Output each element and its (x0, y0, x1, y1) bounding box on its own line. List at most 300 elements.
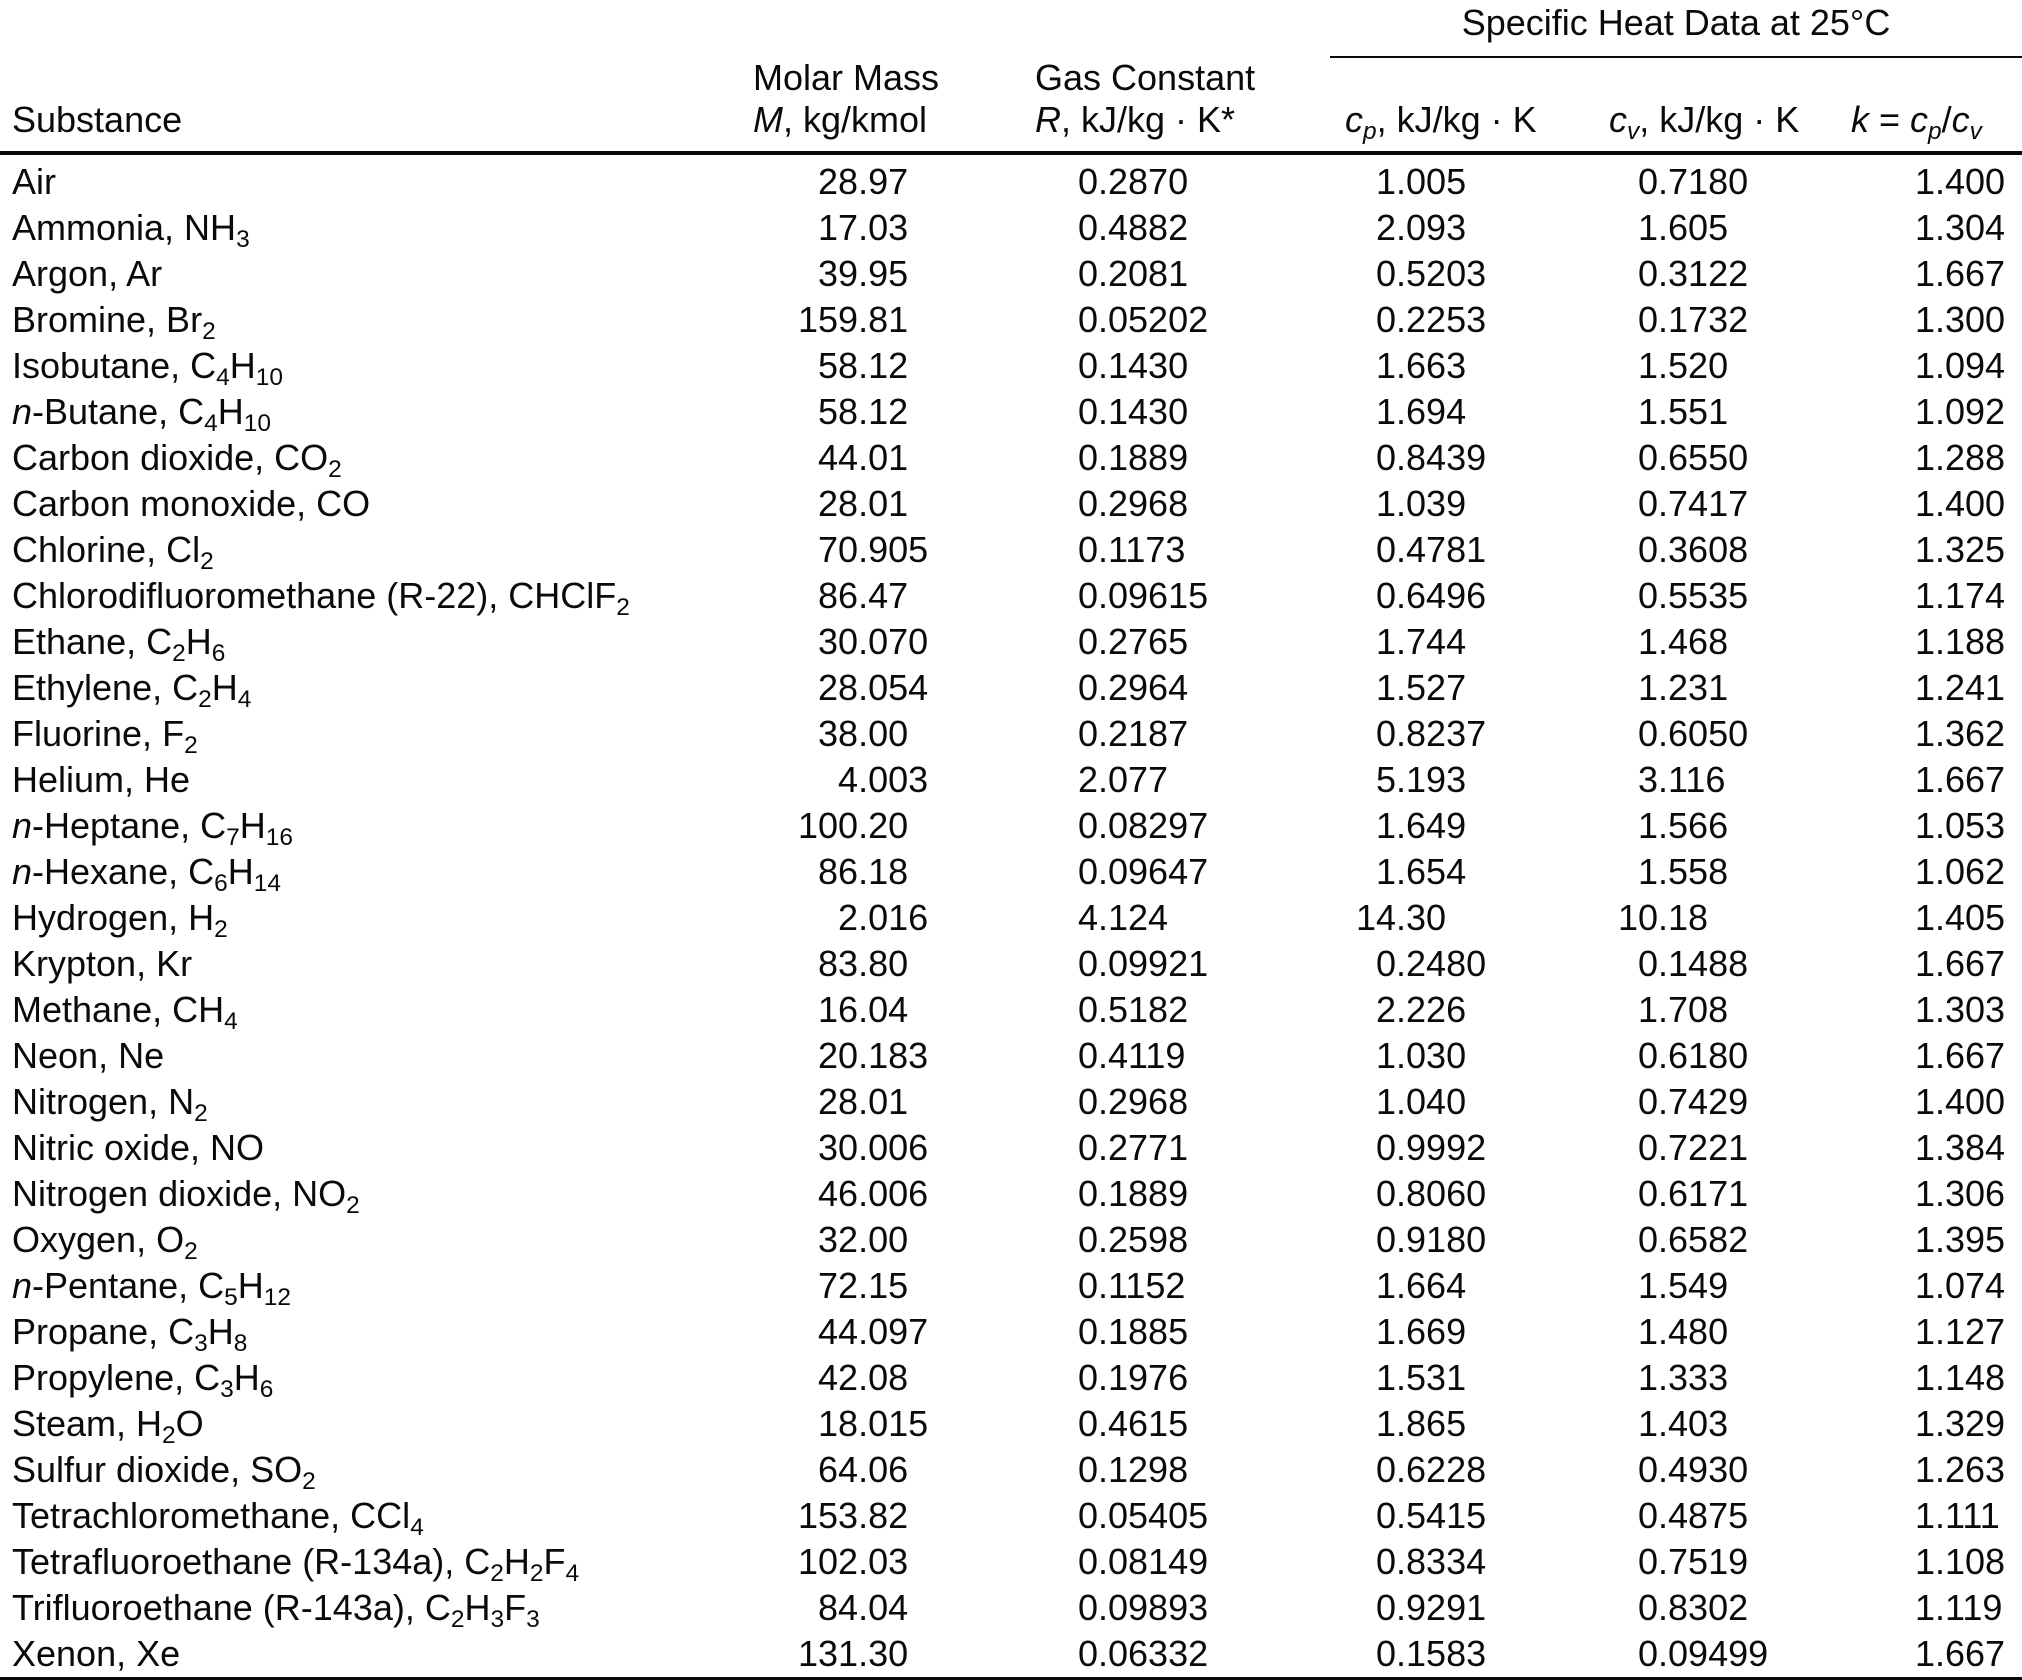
cp-value: 1 .694 (1376, 391, 1467, 432)
substance-cell: Ethylene, $C_2H_4$ (12, 667, 252, 713)
table-row (0, 1033, 2022, 1079)
cp-value: 2 .093 (1376, 207, 1467, 248)
gas-constant-cell (1020, 941, 1330, 987)
k-cell (1835, 1401, 2022, 1447)
cv-cell (1595, 1217, 1835, 1263)
substance-cell: Xenon, Xe (12, 1633, 181, 1674)
table-row (0, 1585, 2022, 1631)
cv-value: 0 .4875 (1638, 1495, 1749, 1536)
substance-cell: Isobutane, $C_4H_{10}$ (12, 345, 283, 391)
molar-mass-value: 100 .20 (798, 805, 909, 846)
gas-constant-value: 0 .2081 (1078, 253, 1189, 294)
cv-value: 0 .7429 (1638, 1081, 1749, 1122)
table-row (0, 895, 2022, 941)
table-row (0, 987, 2022, 1033)
cv-value: 0 .3608 (1638, 529, 1749, 570)
substance-cell: Tetrachloromethane, CCl$_4$ (12, 1495, 424, 1541)
cv-cell (1595, 1585, 1835, 1631)
gas-constant-cell (1020, 1217, 1330, 1263)
cp-cell (1330, 573, 1595, 619)
k-value: 1 .062 (1915, 851, 2006, 892)
table-row (0, 573, 2022, 619)
table-row (0, 205, 2022, 251)
cp-cell (1330, 1079, 1595, 1125)
molar-mass-header-line2: M, kg/kmol (753, 99, 928, 140)
gas-constant-cell (1020, 987, 1330, 1033)
table-row (0, 343, 2022, 389)
cp-cell (1330, 1171, 1595, 1217)
cv-cell (1595, 1539, 1835, 1585)
molar-mass-value: 159 .81 (798, 299, 909, 340)
k-cell (1835, 389, 2022, 435)
cv-cell (1595, 573, 1835, 619)
molar-mass-header-line1: Molar Mass (753, 57, 940, 98)
group-header-spacer (0, 0, 1330, 57)
molar-mass-cell (730, 665, 1020, 711)
cp-cell (1330, 527, 1595, 573)
molar-mass-cell (730, 1493, 1020, 1539)
substance-cell: Tetrafluoroethane (R-134a), $C_2H_2F_4$ (12, 1541, 580, 1587)
cv-value: 1 .480 (1638, 1311, 1729, 1352)
substance-cell: Nitrogen, $N_2$ (12, 1081, 208, 1127)
molar-mass-value: 28 .01 (818, 1081, 909, 1122)
k-cell (1835, 987, 2022, 1033)
k-cell (1835, 1309, 2022, 1355)
cp-cell (1330, 1309, 1595, 1355)
table-row (0, 941, 2022, 987)
cp-value: 1 .005 (1376, 161, 1467, 202)
substance-cell: Propylene, $C_3H_6$ (12, 1357, 274, 1403)
table-row (0, 1263, 2022, 1309)
k-value: 1 .329 (1915, 1403, 2006, 1444)
cv-cell (1595, 1309, 1835, 1355)
cp-value: 0 .5415 (1376, 1495, 1487, 1536)
gas-constant-cell (1020, 711, 1330, 757)
cv-cell (1595, 1171, 1835, 1217)
molar-mass-cell (730, 895, 1020, 941)
substance-cell: Trifluoroethane (R-143a), $C_2H_3F_3$ (12, 1587, 540, 1633)
cp-cell (1330, 665, 1595, 711)
table-row (0, 1217, 2022, 1263)
substance-cell: Hydrogen, $H_2$ (12, 897, 228, 943)
k-cell (1835, 665, 2022, 711)
table-row (0, 153, 2022, 205)
molar-mass-value: 4 .003 (838, 759, 929, 800)
molar-mass-value: 153 .82 (798, 1495, 909, 1536)
cv-cell (1595, 1033, 1835, 1079)
cv-value: 1 .605 (1638, 207, 1729, 248)
cp-cell (1330, 1033, 1595, 1079)
cv-value: 1 .333 (1638, 1357, 1729, 1398)
k-value: 1 .111 (1915, 1495, 2000, 1536)
gas-constant-value: 0 .1430 (1078, 391, 1189, 432)
table-row (0, 1079, 2022, 1125)
gas-constant-value: 0 .2771 (1078, 1127, 1189, 1168)
k-value: 1 .395 (1915, 1219, 2006, 1260)
cv-value: 0 .09499 (1638, 1633, 1769, 1674)
k-cell (1835, 1355, 2022, 1401)
gas-constant-cell (1020, 205, 1330, 251)
molar-mass-value: 102 .03 (798, 1541, 909, 1582)
substance-cell: Steam, $H_2O$ (12, 1403, 204, 1449)
gas-constant-cell (1020, 1631, 1330, 1679)
cv-value: 1 .403 (1638, 1403, 1729, 1444)
table-row (0, 803, 2022, 849)
cv-cell (1595, 1447, 1835, 1493)
cp-value: 0 .4781 (1376, 529, 1487, 570)
gas-constant-cell (1020, 895, 1330, 941)
substance-cell: Nitric oxide, NO (12, 1127, 265, 1168)
k-value: 1 .400 (1915, 1081, 2006, 1122)
substance-cell: n-Butane, $C_4H_{10}$ (12, 391, 271, 437)
k-cell (1835, 573, 2022, 619)
k-value: 1 .119 (1915, 1587, 2003, 1628)
cv-value: 1 .566 (1638, 805, 1729, 846)
cv-value: 1 .468 (1638, 621, 1729, 662)
cv-value: 0 .6550 (1638, 437, 1749, 478)
cp-cell (1330, 1493, 1595, 1539)
molar-mass-cell (730, 343, 1020, 389)
cp-cell (1330, 1631, 1595, 1679)
gas-constant-cell (1020, 153, 1330, 205)
substance-cell: Air (12, 161, 56, 202)
cv-value: 0 .3122 (1638, 253, 1749, 294)
cv-cell (1595, 1493, 1835, 1539)
gas-constant-cell (1020, 389, 1330, 435)
molar-mass-value: 64 .06 (818, 1449, 909, 1490)
k-cell (1835, 1493, 2022, 1539)
cv-cell (1595, 941, 1835, 987)
cv-cell (1595, 1125, 1835, 1171)
cv-cell (1595, 757, 1835, 803)
gas-constant-value: 0 .09647 (1078, 851, 1209, 892)
molar-mass-cell (730, 251, 1020, 297)
k-value: 1 .174 (1915, 575, 2006, 616)
substance-cell: Ammonia, $NH_3$ (12, 207, 250, 253)
table-row (0, 1125, 2022, 1171)
gas-constant-value: 0 .1889 (1078, 1173, 1189, 1214)
gas-constant-cell (1020, 1033, 1330, 1079)
molar-mass-value: 58 .12 (818, 391, 909, 432)
cv-cell (1595, 987, 1835, 1033)
k-value: 1 .188 (1915, 621, 2006, 662)
k-cell (1835, 435, 2022, 481)
cp-cell (1330, 711, 1595, 757)
cv-value: 1 .558 (1638, 851, 1729, 892)
molar-mass-cell (730, 435, 1020, 481)
substance-cell: Methane, $CH_4$ (12, 989, 238, 1035)
table-row (0, 1355, 2022, 1401)
gas-constant-cell (1020, 435, 1330, 481)
k-value: 1 .092 (1915, 391, 2006, 432)
cv-cell (1595, 1401, 1835, 1447)
col-header-cv (1595, 57, 1835, 153)
gas-constant-cell (1020, 1493, 1330, 1539)
cv-value: 1 .549 (1638, 1265, 1729, 1306)
molar-mass-value: 58 .12 (818, 345, 909, 386)
cp-cell (1330, 1217, 1595, 1263)
k-value: 1 .074 (1915, 1265, 2006, 1306)
molar-mass-value: 38 .00 (818, 713, 909, 754)
gas-constant-cell (1020, 1585, 1330, 1631)
cp-cell (1330, 205, 1595, 251)
cv-cell (1595, 527, 1835, 573)
table-row (0, 1309, 2022, 1355)
gas-constant-cell (1020, 619, 1330, 665)
cp-cell (1330, 153, 1595, 205)
k-value: 1 .263 (1915, 1449, 2006, 1490)
k-cell (1835, 1171, 2022, 1217)
k-cell (1835, 481, 2022, 527)
gas-constant-header-line2: R, kJ/kg · K* (1035, 99, 1236, 140)
k-value: 1 .667 (1915, 759, 2006, 800)
gas-constant-value: 0 .09893 (1078, 1587, 1209, 1628)
molar-mass-cell (730, 389, 1020, 435)
cp-value: 0 .5203 (1376, 253, 1487, 294)
cp-cell (1330, 343, 1595, 389)
substance-cell: Carbon dioxide, $CO_2$ (12, 437, 342, 483)
cv-cell (1595, 1263, 1835, 1309)
col-header-cp (1330, 57, 1595, 153)
molar-mass-value: 30 .006 (818, 1127, 929, 1168)
table-row (0, 389, 2022, 435)
cv-cell (1595, 619, 1835, 665)
molar-mass-cell (730, 1263, 1020, 1309)
gas-constant-cell (1020, 803, 1330, 849)
cv-value: 0 .7221 (1638, 1127, 1749, 1168)
table-row (0, 527, 2022, 573)
group-header-label: Specific Heat Data at 25°C (1461, 2, 1891, 43)
col-header-substance (0, 57, 730, 153)
table-row (0, 481, 2022, 527)
k-cell (1835, 1217, 2022, 1263)
cp-value: 0 .8439 (1376, 437, 1487, 478)
cp-value: 0 .2253 (1376, 299, 1487, 340)
cp-value: 1 .663 (1376, 345, 1467, 386)
cv-cell (1595, 1079, 1835, 1125)
k-value: 1 .400 (1915, 483, 2006, 524)
substance-cell: Chlorodifluoromethane (R-22), CHClF$_2$ (12, 575, 630, 621)
gas-constant-cell (1020, 1079, 1330, 1125)
gas-constant-value: 0 .5182 (1078, 989, 1189, 1030)
cv-cell (1595, 251, 1835, 297)
k-value: 1 .127 (1915, 1311, 2006, 1352)
gas-constant-value: 0 .1298 (1078, 1449, 1189, 1490)
k-cell (1835, 343, 2022, 389)
molar-mass-value: 28 .97 (818, 161, 909, 202)
molar-mass-value: 72 .15 (818, 1265, 909, 1306)
cv-cell (1595, 849, 1835, 895)
cp-value: 1 .531 (1376, 1357, 1467, 1398)
k-value: 1 .304 (1915, 207, 2006, 248)
k-value: 1 .384 (1915, 1127, 2006, 1168)
table-row (0, 849, 2022, 895)
cp-value: 1 .744 (1376, 621, 1467, 662)
molar-mass-cell (730, 1171, 1020, 1217)
substance-cell: n-Pentane, $C_5H_{12}$ (12, 1265, 291, 1311)
cp-value: 0 .8237 (1376, 713, 1487, 754)
cp-cell (1330, 849, 1595, 895)
table-row (0, 1493, 2022, 1539)
cp-value: 0 .8060 (1376, 1173, 1487, 1214)
molar-mass-value: 28 .054 (818, 667, 929, 708)
gas-constant-value: 0 .1152 (1078, 1265, 1186, 1306)
k-cell (1835, 527, 2022, 573)
gas-constant-value: 0 .09921 (1078, 943, 1209, 984)
cv-value: 0 .8302 (1638, 1587, 1749, 1628)
cv-cell (1595, 435, 1835, 481)
cp-cell (1330, 619, 1595, 665)
k-value: 1 .667 (1915, 1035, 2006, 1076)
cv-value: 0 .4930 (1638, 1449, 1749, 1490)
k-value: 1 .300 (1915, 299, 2006, 340)
molar-mass-value: 44 .097 (818, 1311, 929, 1352)
molar-mass-cell (730, 481, 1020, 527)
gas-constant-value: 0 .06332 (1078, 1633, 1209, 1674)
cp-value: 1 .649 (1376, 805, 1467, 846)
gas-constant-cell (1020, 1125, 1330, 1171)
molar-mass-cell (730, 849, 1020, 895)
molar-mass-value: 18 .015 (818, 1403, 929, 1444)
k-cell (1835, 1631, 2022, 1679)
k-value: 1 .148 (1915, 1357, 2006, 1398)
molar-mass-cell (730, 1401, 1020, 1447)
table-head (0, 0, 2022, 153)
substance-cell: Fluorine, $F_2$ (12, 713, 198, 759)
k-value: 1 .667 (1915, 253, 2006, 294)
cp-value: 1 .039 (1376, 483, 1467, 524)
table-row (0, 1539, 2022, 1585)
table-row (0, 1401, 2022, 1447)
cv-value: 0 .1732 (1638, 299, 1749, 340)
molar-mass-cell (730, 1217, 1020, 1263)
cv-value: 0 .7519 (1638, 1541, 1749, 1582)
cv-value: 0 .1488 (1638, 943, 1749, 984)
cp-value: 0 .6228 (1376, 1449, 1487, 1490)
cv-value: 0 .6180 (1638, 1035, 1749, 1076)
cp-cell (1330, 757, 1595, 803)
k-value: 1 .108 (1915, 1541, 2006, 1582)
gas-constant-value: 0 .1173 (1078, 529, 1186, 570)
k-header-label: $k = c_p/c_v$ (1851, 99, 1982, 145)
gas-constant-value: 0 .2968 (1078, 483, 1189, 524)
cp-value: 0 .6496 (1376, 575, 1487, 616)
gas-constant-cell (1020, 343, 1330, 389)
cp-cell (1330, 297, 1595, 343)
cv-cell (1595, 481, 1835, 527)
k-value: 1 .667 (1915, 943, 2006, 984)
k-value: 1 .325 (1915, 529, 2006, 570)
molar-mass-cell (730, 1585, 1020, 1631)
gas-constant-value: 0 .2598 (1078, 1219, 1189, 1260)
gas-constant-cell (1020, 665, 1330, 711)
gas-constant-cell (1020, 849, 1330, 895)
cv-value: 10 .18 (1618, 897, 1709, 938)
molar-mass-cell (730, 803, 1020, 849)
k-cell (1835, 1079, 2022, 1125)
molar-mass-value: 2 .016 (838, 897, 929, 938)
gas-constant-cell (1020, 1355, 1330, 1401)
substance-cell: Bromine, $Br_2$ (12, 299, 216, 345)
molar-mass-cell (730, 297, 1020, 343)
gas-constant-cell (1020, 297, 1330, 343)
cp-value: 1 .030 (1376, 1035, 1467, 1076)
substance-cell: Ethane, $C_2H_6$ (12, 621, 226, 667)
molar-mass-cell (730, 1447, 1020, 1493)
gas-constant-value: 0 .08297 (1078, 805, 1209, 846)
cv-cell (1595, 895, 1835, 941)
gas-constant-value: 0 .05405 (1078, 1495, 1209, 1536)
cv-cell (1595, 803, 1835, 849)
k-value: 1 .303 (1915, 989, 2006, 1030)
gas-constant-value: 0 .1885 (1078, 1311, 1189, 1352)
molar-mass-value: 17 .03 (818, 207, 909, 248)
cp-value: 1 .527 (1376, 667, 1467, 708)
gas-constant-value: 0 .09615 (1078, 575, 1209, 616)
cv-cell (1595, 389, 1835, 435)
k-cell (1835, 803, 2022, 849)
cv-cell (1595, 297, 1835, 343)
col-header-molar-mass (730, 57, 1020, 153)
molar-mass-cell (730, 1539, 1020, 1585)
col-header-gas-constant (1020, 57, 1330, 153)
molar-mass-value: 28 .01 (818, 483, 909, 524)
molar-mass-value: 42 .08 (818, 1357, 909, 1398)
molar-mass-cell (730, 941, 1020, 987)
cp-cell (1330, 1585, 1595, 1631)
table-row (0, 1631, 2022, 1679)
molar-mass-value: 86 .47 (818, 575, 909, 616)
molar-mass-cell (730, 711, 1020, 757)
substance-cell: n-Hexane, $C_6H_{14}$ (12, 851, 281, 897)
molar-mass-cell (730, 619, 1020, 665)
column-header-row (0, 57, 2022, 153)
gas-constant-cell (1020, 1447, 1330, 1493)
k-value: 1 .362 (1915, 713, 2006, 754)
table-row (0, 435, 2022, 481)
cv-value: 3 .116 (1638, 759, 1726, 800)
gas-constant-cell (1020, 573, 1330, 619)
gas-constant-value: 0 .2968 (1078, 1081, 1189, 1122)
cv-value: 1 .231 (1638, 667, 1729, 708)
cv-cell (1595, 665, 1835, 711)
cp-header-label: $c_p$, kJ/kg · K (1345, 99, 1537, 145)
table-row (0, 757, 2022, 803)
cp-cell (1330, 803, 1595, 849)
cv-value: 0 .6171 (1638, 1173, 1749, 1214)
table-body (0, 153, 2022, 1679)
k-value: 1 .094 (1915, 345, 2006, 386)
cp-cell (1330, 481, 1595, 527)
molar-mass-cell (730, 1125, 1020, 1171)
gas-constant-value: 0 .1430 (1078, 345, 1189, 386)
molar-mass-value: 70 .905 (818, 529, 929, 570)
table-row (0, 297, 2022, 343)
k-cell (1835, 711, 2022, 757)
gas-constant-value: 0 .1976 (1078, 1357, 1189, 1398)
k-cell (1835, 1125, 2022, 1171)
gas-constant-value: 2 .077 (1078, 759, 1169, 800)
substance-cell: n-Heptane, $C_7H_{16}$ (12, 805, 293, 851)
k-value: 1 .288 (1915, 437, 2006, 478)
molar-mass-cell (730, 527, 1020, 573)
gas-constant-cell (1020, 757, 1330, 803)
k-cell (1835, 251, 2022, 297)
cp-value: 0 .9291 (1376, 1587, 1487, 1628)
gas-constant-header-line1: Gas Constant (1035, 57, 1256, 98)
substance-cell: Nitrogen dioxide, $NO_2$ (12, 1173, 360, 1219)
cp-value: 2 .226 (1376, 989, 1467, 1030)
